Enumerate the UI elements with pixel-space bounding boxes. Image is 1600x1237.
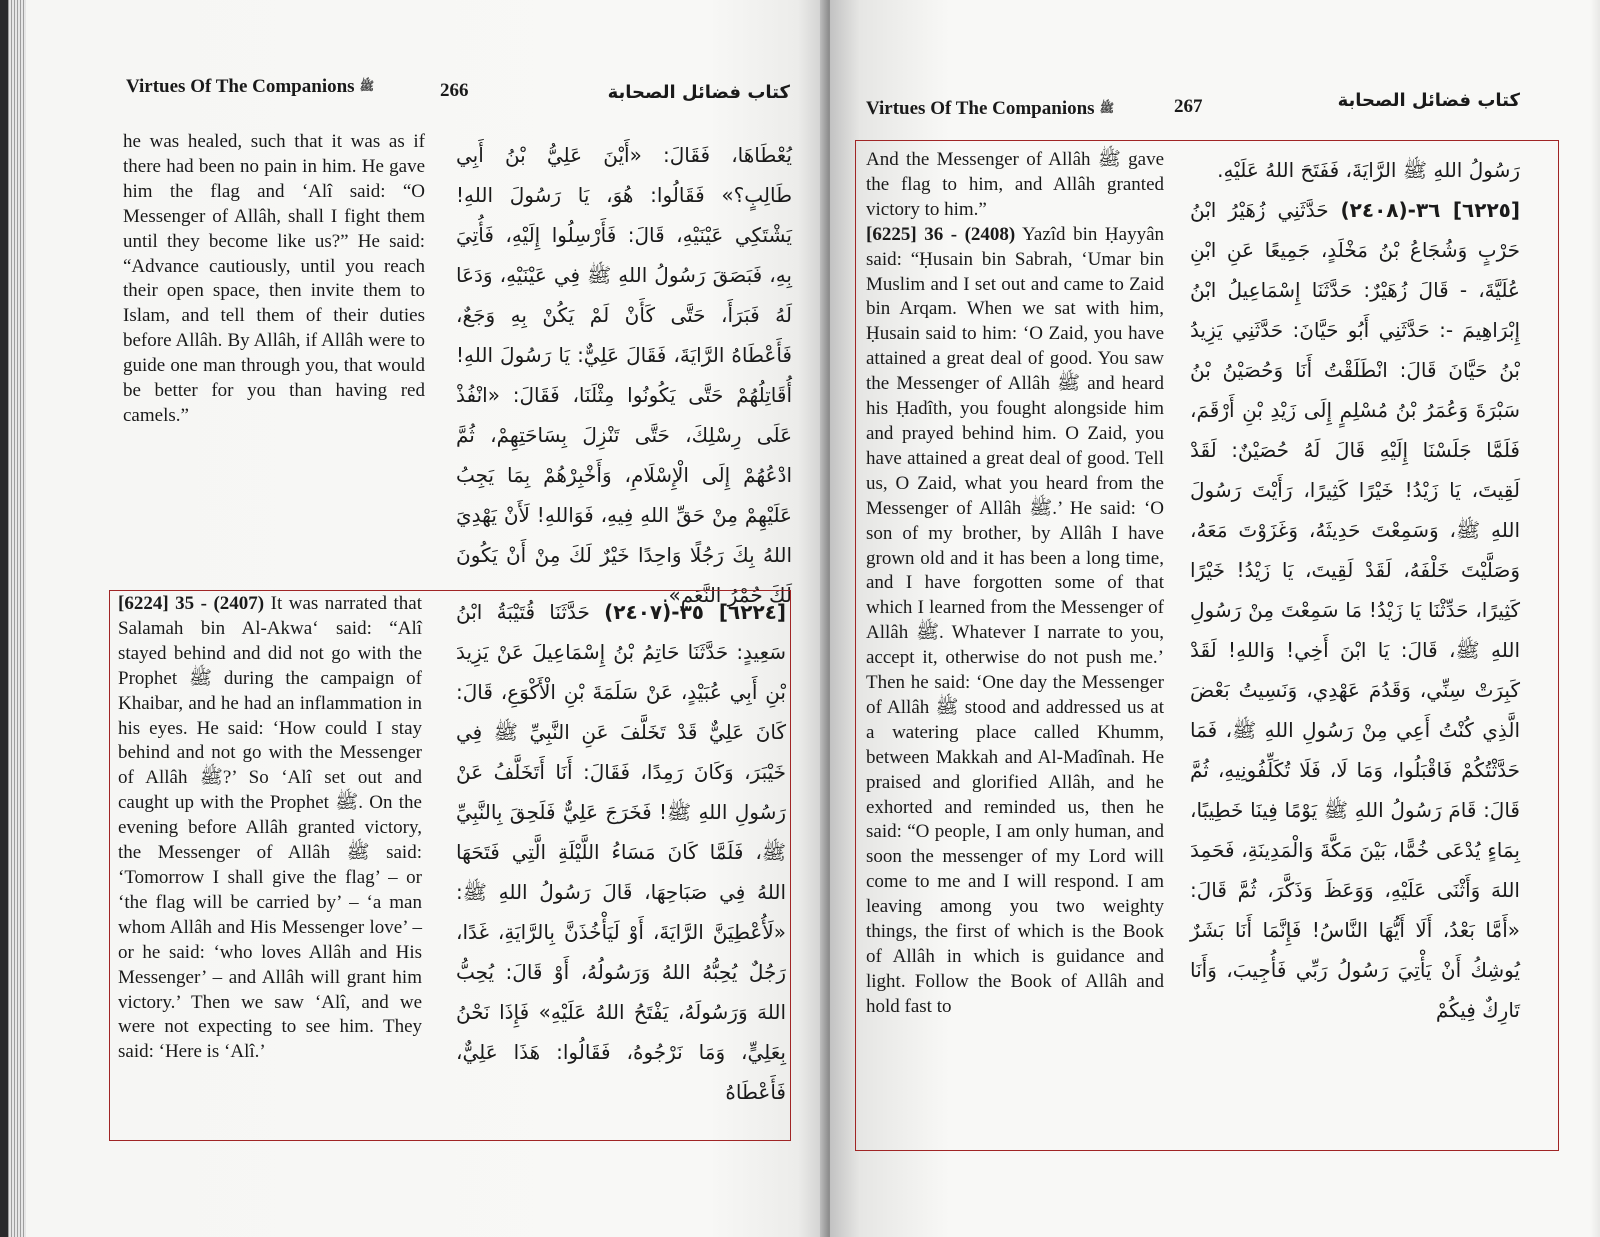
right-page <box>830 0 1600 1237</box>
page-edge-lines <box>8 0 26 1237</box>
right-page-number: 267 <box>1174 96 1203 117</box>
hadith-reference: [6225] 36 - (2408) <box>866 223 1016 245</box>
left-boxed-arabic <box>456 592 786 1112</box>
english-paragraph: Yazîd bin Ḥayyân said: “Ḥusain bin Sabrah, ‘Umar bin Muslim and I set out and came to Zaid bin Arqam. When we sat with him, Ḥusain said to him: ‘O Zaid, you have attained a great deal of good. You saw the Messenger of Allâh ﷺ and heard his Ḥadîth, you fought alongside him and prayed behind him. O Zaid, you have attained a great deal of good. Tell us, O Zaid, what you heard from the Messenger of Allâh ﷺ.’ He said: ‘O son of my brother, by Allâh I have grown old and it has been a long time, and I have forgotten some of that which I learned from the Messenger of Allâh ﷺ. Whatever I narrate to you, accept it, otherwise do not push me.’ Then he said: ‘One day the Messenger of Allâh ﷺ stood and addressed us at a watering place called Khumm, between Makkah and Al-Madînah. He praised and glorified Allâh, and he exhorted and reminded us, then he said: “O people, I am only human, and soon the messenger of my Lord will come to me and I will respond. I am leaving among you two weighty things, the first of which is the Book of Allâh in which is guidance and light. Follow the Book of Allâh and hold fast to <box>866 223 1164 1017</box>
arabic-paragraph: رَسُولُ اللهِ ﷺ الرَّايَةَ، فَفَتَحَ اللهُ عَلَيْهِ. <box>1217 158 1520 182</box>
arabic-paragraph: يُعْطَاهَا، فَقَالَ: «أَيْنَ عَلِيُّ بْنُ أَبِي طَالِبٍ؟» فَقَالُوا: هُوَ، يَا رَسُولَ اللهِ! يَشْتَكِي عَيْنَيْهِ، قَالَ: فَأَرْسِلُوا إِلَيْهِ، فَأُتِيَ بِهِ، فَبَصَقَ رَسُولُ اللهِ ﷺ فِي عَيْنَيْهِ، وَدَعَا لَهُ فَبَرَأَ، حَتَّى كَأَنْ لَمْ يَكُنْ بِهِ وَجَعٌ، فَأَعْطَاهُ الرَّايَةَ، فَقَالَ عَلِيٌّ: يَا رَسُولَ اللهِ! أُقَاتِلُهُمْ حَتَّى يَكُونُوا مِثْلَنَا، فَقَالَ: «انْفُذْ عَلَى رِسْلِكَ، حَتَّى تَنْزِلَ بِسَاحَتِهِمْ، ثُمَّ ادْعُهُمْ إِلَى الْإِسْلَامِ، وَأَخْبِرْهُمْ بِمَا يَجِبُ عَلَيْهِمْ مِنْ حَقِّ اللهِ فِيهِ، فَوَاللهِ! لَأَنْ يَهْدِيَ اللهُ بِكَ رَجُلًا وَاحِدًا خَيْرٌ لَكَ مِنْ أَنْ يَكُونَ لَكَ حُمْرُ النَّعَمِ». <box>456 143 792 607</box>
english-paragraph: It was narrated that Salamah bin Al-Akwa‘ said: “Alî stayed behind and did not go with the Prophet ﷺ during the campaign of Khaibar, and he had an inflammation in his eyes. He said: ‘How could I stay behind and not go with the Messenger of Allâh ﷺ?’ So ‘Alî set out and caught up with the Prophet ﷺ. On the evening before Allâh granted victory, the Messenger of Allâh ﷺ said: ‘Tomorrow I shall give the flag’ – or ‘the flag will be carried by’ – ‘a man whom Allâh and His Messenger love’ – or he said: ‘who loves Allâh and His Messenger’ – and Allâh will grant him victory.’ Then we saw ‘Alî, and we were not expecting to see him. They said: ‘Here is ‘Alî.’ <box>118 593 422 1063</box>
left-arabic-header: كتاب فضائل الصحابة <box>607 82 790 103</box>
arabic-hadith-reference: [٦٢٢٥] ٣٦-(٢٤٠٨) <box>1340 198 1520 222</box>
left-boxed-english <box>118 592 422 1065</box>
hadith-reference: [6224] 35 - (2407) <box>118 593 265 614</box>
left-page-number: 266 <box>440 80 469 101</box>
right-header-title: Virtues Of The Companions ﷺ <box>866 98 1115 119</box>
arabic-hadith-reference: [٦٢٢٤] ٣٥-(٢٤٠٧) <box>604 600 786 624</box>
right-english <box>866 148 1164 1020</box>
arabic-paragraph: حَدَّثَنِي زُهَيْرُ ابْنُ حَرْبٍ وَشُجَاعُ بْنُ مَخْلَدٍ، جَمِيعًا عَنِ ابْنِ عُلَيَّةَ، - قَالَ زُهَيْرٌ: حَدَّثَنَا إِسْمَاعِيلُ ابْنُ إِبْرَاهِيمَ -: حَدَّثَنِي أَبُو حَيَّانَ: حَدَّثَنِي يَزِيدُ بْنُ حَيَّانَ قَالَ: انْطَلَقْتُ أَنَا وَحُصَيْنُ بْنُ سَبْرَةَ وَعُمَرُ بْنُ مُسْلِمٍ إِلَى زَيْدِ بْنِ أَرْقَمَ، فَلَمَّا جَلَسْنَا إِلَيْهِ قَالَ لَهُ حُصَيْنٌ: لَقَدْ لَقِيتَ، يَا زَيْدُ! خَيْرًا كَثِيرًا، رَأَيْتَ رَسُولَ اللهِ ﷺ، وَسَمِعْتَ حَدِيثَهُ، وَغَزَوْتَ مَعَهُ، وَصَلَّيْتَ خَلْفَهُ، لَقَدْ لَقِيتَ، يَا زَيْدُ! خَيْرًا كَثِيرًا، حَدِّثْنَا يَا زَيْدُ! مَا سَمِعْتَ مِنْ رَسُولِ اللهِ ﷺ، قَالَ: يَا ابْنَ أَخِي! وَاللهِ! لَقَدْ كَبِرَتْ سِنِّي، وَقَدُمَ عَهْدِي، وَنَسِيتُ بَعْضَ الَّذِي كُنْتُ أَعِي مِنْ رَسُولِ اللهِ ﷺ، فَمَا حَدَّثْتُكُمْ فَاقْبَلُوا، وَمَا لَا، فَلَا تُكَلِّفُونِيهِ، ثُمَّ قَالَ: قَامَ رَسُولُ اللهِ ﷺ يَوْمًا فِينَا خَطِيبًا، بِمَاءٍ يُدْعَى خُمًّا، بَيْنَ مَكَّةَ وَالْمَدِينَةِ، فَحَمِدَ اللهَ وَأَثْنَى عَلَيْهِ، وَوَعَظَ وَذَكَّرَ، ثُمَّ قَالَ: «أَمَّا بَعْدُ، أَلَا أَيُّهَا النَّاسُ! فَإِنَّمَا أَنَا بَشَرٌ يُوشِكُ أَنْ يَأْتِيَ رَسُولُ رَبِّي فَأُجِيبَ، وَأَنَا تَارِكٌ فِيكُمْ <box>1190 198 1520 1022</box>
left-top-english <box>123 130 425 429</box>
right-arabic-header: كتاب فضائل الصحابة <box>1337 90 1520 111</box>
left-top-arabic <box>456 135 792 615</box>
english-paragraph: he was healed, such that it was as if there had been no pain in him. He gave him the flag and ‘Alî said: “O Messenger of Allâh, shall I fight them until they become like us?” He said: “Advance cautiously, until you reach their open space, then invite them to Islam, and tell them of their duties before Allâh. By Allâh, if Allâh were to guide one man through you, that would be better for you than having red camels.” <box>123 131 425 426</box>
salutation-mark: ﷺ <box>359 79 375 94</box>
right-arabic <box>1190 150 1520 1030</box>
english-paragraph: And the Messenger of Allâh ﷺ gave the flag to him, and Allâh granted victory to him.” <box>866 149 1165 220</box>
salutation-mark: ﷺ <box>1099 101 1115 116</box>
left-header-title: Virtues Of The Companions ﷺ <box>126 76 375 97</box>
arabic-paragraph: حَدَّثَنَا قُتَيْبَةُ ابْنُ سَعِيدٍ: حَدَّثَنَا حَاتِمُ بْنُ إِسْمَاعِيلَ عَنْ يَزِيدَ بْنِ أَبِي عُبَيْدٍ، عَنْ سَلَمَةَ بْنِ الْأَكْوَعِ، قَالَ: كَانَ عَلِيٌّ قَدْ تَخَلَّفَ عَنِ النَّبِيِّ ﷺ فِي خَيْبَرَ، وَكَانَ رَمِدًا، فَقَالَ: أَنَا أَتَخَلَّفُ عَنْ رَسُولِ اللهِ ﷺ! فَخَرَجَ عَلِيٌّ فَلَحِقَ بِالنَّبِيِّ ﷺ، فَلَمَّا كَانَ مَسَاءُ اللَّيْلَةِ الَّتِي فَتَحَهَا اللهُ فِي صَبَاحِهَا، قَالَ رَسُولُ اللهِ ﷺ: «لَأُعْطِيَنَّ الرَّايَةَ، أَوْ لَيَأْخُذَنَّ بِالرَّايَةِ، غَدًا، رَجُلٌ يُحِبُّهُ اللهُ وَرَسُولُهُ، أَوْ قَالَ: يُحِبُّ اللهَ وَرَسُولَهُ، يَفْتَحُ اللهُ عَلَيْهِ» فَإِذَا نَحْنُ بِعَلِيٍّ، وَمَا نَرْجُوهُ، فَقَالُوا: هَذَا عَلِيٌّ، فَأَعْطَاهُ <box>456 600 786 1104</box>
left-page <box>8 0 830 1237</box>
